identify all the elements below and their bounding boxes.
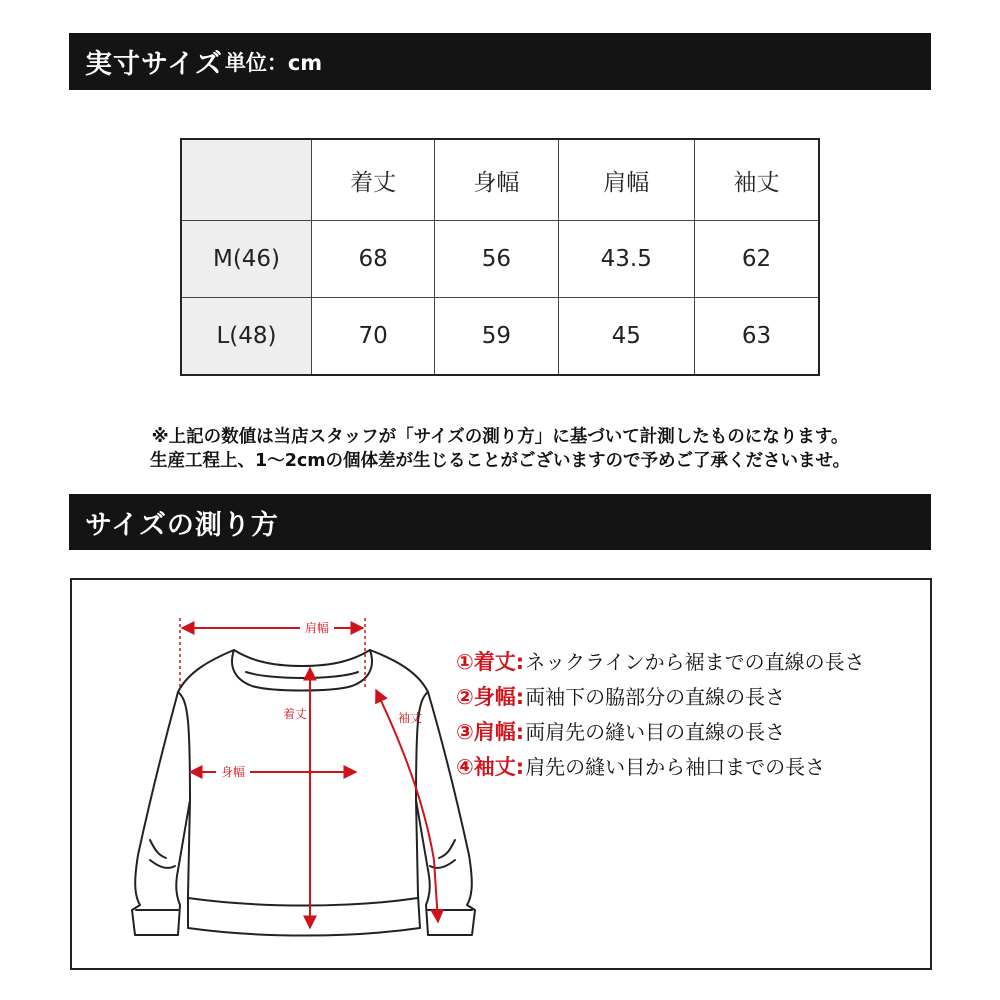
table-cell: 56 <box>435 221 558 298</box>
column-header: 身幅 <box>435 139 558 221</box>
unit-label: 単位：cm <box>224 50 323 75</box>
column-header: 着丈 <box>312 139 435 221</box>
column-header: 袖丈 <box>694 139 819 221</box>
legend-key: ①着丈: <box>456 649 525 674</box>
sweater-outline <box>132 650 475 936</box>
length-label: 着丈 <box>282 707 308 721</box>
legend-text: ネックラインから裾までの直線の長さ <box>525 650 865 674</box>
legend-item <box>456 748 926 783</box>
width-label: 身幅 <box>220 765 246 779</box>
legend-text: 両袖下の脇部分の直線の長さ <box>525 685 786 709</box>
shoulder-label: 肩幅 <box>304 621 330 635</box>
table-cell: 63 <box>694 297 819 375</box>
legend-text: 両肩先の縫い目の直線の長さ <box>525 720 786 744</box>
measurement-legend <box>456 643 926 783</box>
legend-item <box>456 713 926 748</box>
table-cell: 62 <box>694 221 819 298</box>
column-header: 肩幅 <box>558 139 694 221</box>
table-cell: 59 <box>435 297 558 375</box>
legend-key: ②身幅: <box>456 684 525 709</box>
legend-text: 肩先の縫い目から袖口までの長さ <box>525 755 826 779</box>
row-header: L(48) <box>181 297 312 375</box>
table-cell: 45 <box>558 297 694 375</box>
section-title: サイズの測り方 <box>85 509 279 541</box>
legend-item <box>456 643 926 678</box>
table-cell: 43.5 <box>558 221 694 298</box>
table-cell: 70 <box>312 297 435 375</box>
note-line: 生産工程上、1〜2cmの個体差が生じることがございますので予めご了承くださいませ。 <box>150 451 850 471</box>
section-title: 実寸サイズ <box>85 49 223 80</box>
legend-item <box>456 678 926 713</box>
legend-key: ④袖丈: <box>456 754 525 779</box>
table-cell: 68 <box>312 221 435 298</box>
row-header: M(46) <box>181 221 312 298</box>
note-line: ※上記の数値は当店スタッフが「サイズの測り方」に基づいて計測したものになります。 <box>151 427 849 447</box>
sleeve-label: 袖丈 <box>398 711 423 725</box>
legend-key: ③肩幅: <box>456 719 525 744</box>
